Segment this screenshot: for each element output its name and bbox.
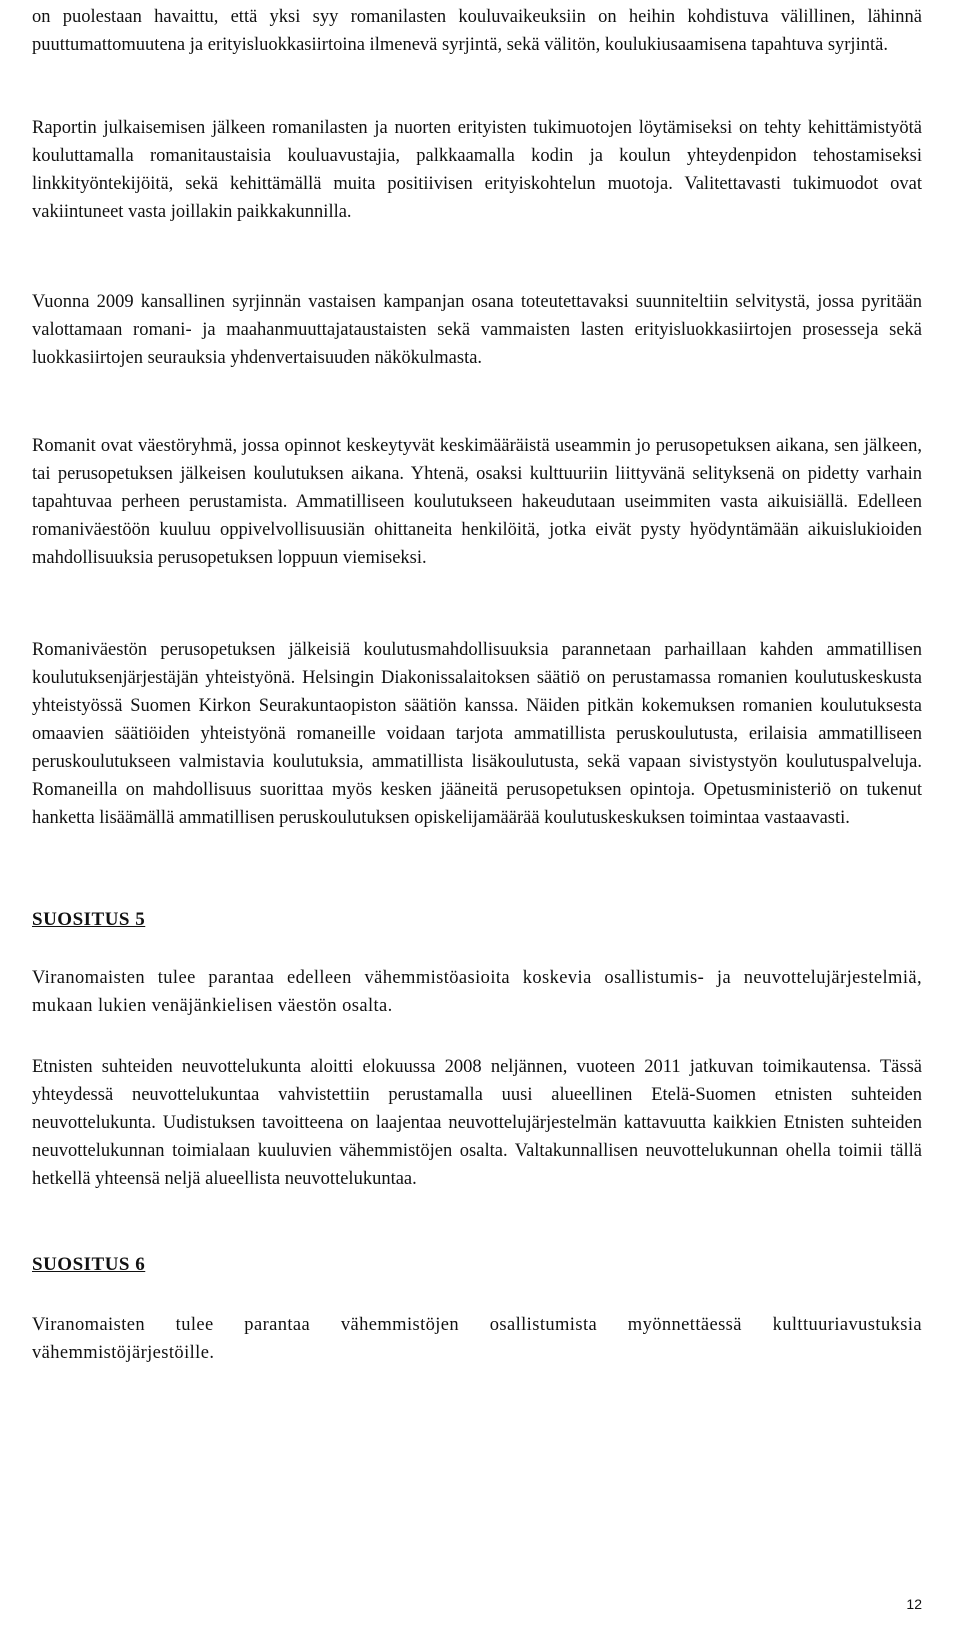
paragraph-support-measures: Raportin julkaisemisen jälkeen romanilasten ja nuorten erityisten tukimuotojen löytämiseksi on tehty kehittämistyötä kouluttamalla romanitaustaisia kouluavustajia, palkkaamalla kodin ja koulun yhteydenpidon tehostamiseksi linkkityöntekijöitä, sekä kehittämällä muita positiivisen erityiskohtelun muotoja. Valitettavasti tukimuodot ovat vakiintuneet vasta joillakin paikkakunnilla. xyxy=(32,118,922,222)
recommendation-6-text: Viranomaisten tulee parantaa vähemmistöjen osallistumista myönnettäessä kulttuuriavustuksia vähemmistöjärjestöille. xyxy=(32,1315,922,1363)
recommendation-5-heading: SUOSITUS 5 xyxy=(32,909,146,930)
paragraph-2009-campaign: Vuonna 2009 kansallinen syrjinnän vastaisen kampanjan osana toteutettavaksi suunniteltiin selvitystä, jossa pyritään valottamaan romani- ja maahanmuuttajataustaisten sekä vammaisten lasten erityisluokkasiirtojen prosesseja sekä luokkasiirtojen seurauksia yhdenvertaisuuden näkökulmasta. xyxy=(32,292,922,368)
paragraph-education-dropout: Romanit ovat väestöryhmä, jossa opinnot keskeytyvät keskimääräistä useammin jo perusopetuksen aikana, sen jälkeen, tai perusopetuksen jälkeisen koulutuksen aikana. Yhtenä, osaksi kulttuuriin liittyvänä selityksenä on pidetty varhain tapahtuvaa perheen perustamista. Ammatilliseen koulutukseen hakeudutaan useimmiten vasta aikuisiällä. Edelleen romaniväestöön kuuluu oppivelvollisuusiän ohittaneita henkilöitä, jotka eivät pysty hyödyntämään aikuislukioiden mahdollisuuksia perusopetuksen loppuun viemiseksi. xyxy=(32,436,922,568)
page-number: 12 xyxy=(906,1596,922,1612)
paragraph-vocational-education: Romaniväestön perusopetuksen jälkeisiä koulutusmahdollisuuksia parannetaan parhaillaan kahden ammatillisen koulutuksenjärjestäjän yhteistyönä. Helsingin Diakonissalaitoksen säätiö on perustamassa romanien koulutuskeskusta yhteistyössä Suomen Kirkon Seurakuntaopiston säätiön kanssa. Näiden pitkän kokemuksen romanien koulutuksesta omaavien säätiöiden yhteistyönä romaneille voidaan tarjota ammatillista peruskoulutusta, erilaisia ammatilliseen peruskoulutukseen valmistavia koulutuksia, ammatillista lisäkoulutusta, sekä vapaan sivistystyön koulutuspalveluja. Romaneilla on mahdollisuus suorittaa myös kesken jääneitä perusopetuksen opintoja. Opetusministeriö on tukenut hanketta lisäämällä ammatillisen peruskoulutuksen opiskelijamäärää koulutuskeskuksen toimintaa vastaavasti. xyxy=(32,640,922,828)
recommendation-6-heading: SUOSITUS 6 xyxy=(32,1254,146,1275)
paragraph-ethnic-relations-board: Etnisten suhteiden neuvottelukunta aloitti elokuussa 2008 neljännen, vuoteen 2011 jatkuvan toimikautensa. Tässä yhteydessä neuvottelukuntaa vahvistettiin perustamalla uusi alueellinen Etelä-Suomen etnisten suhteiden neuvottelukunta. Uudistuksen tavoitteena on laajentaa neuvottelujärjestelmän kattavuutta kaikkien Etnisten suhteiden neuvottelukunnan toimialaan kuuluvien vähemmistöjen osalta. Valtakunnallisen neuvottelukunnan ohella toimii tällä hetkellä yhteensä neljä alueellista neuvottelukuntaa. xyxy=(32,1057,922,1189)
paragraph-discrimination-intro: on puolestaan havaittu, että yksi syy romanilasten kouluvaikeuksiin on heihin kohdistuva välillinen, lähinnä puuttumattomuutena ja erityisluokkasiirtoina ilmenevä syrjintä, sekä välitön, koulukiusaamisena tapahtuva syrjintä. xyxy=(32,7,922,55)
recommendation-5-text: Viranomaisten tulee parantaa edelleen vähemmistöasioita koskevia osallistumis- ja neuvottelujärjestelmiä, mukaan lukien venäjänkielisen väestön osalta. xyxy=(32,968,922,1016)
